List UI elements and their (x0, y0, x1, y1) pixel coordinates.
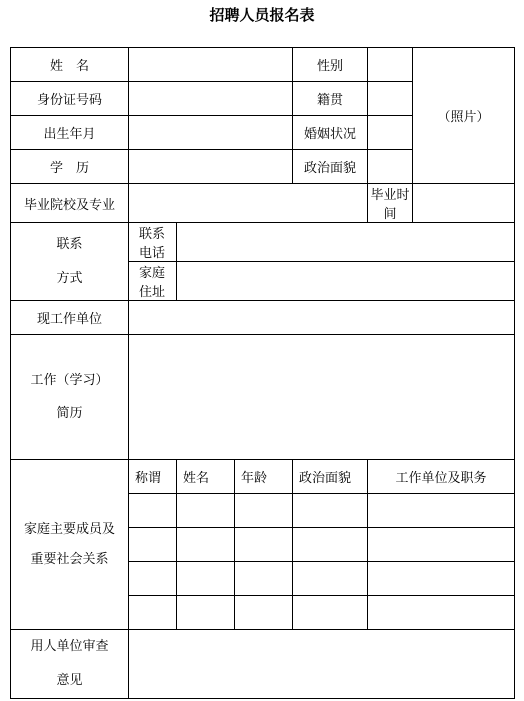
family-cell[interactable] (293, 562, 368, 596)
label-family-line2: 重要社会关系 (30, 551, 109, 567)
employer-field[interactable] (129, 301, 515, 335)
family-header-political: 政治面貌 (293, 460, 368, 494)
political-field[interactable] (368, 150, 413, 184)
label-family-line1: 家庭主要成员及 (23, 521, 115, 537)
label-contact (11, 223, 129, 301)
label-resume (11, 335, 129, 460)
family-cell[interactable] (177, 562, 235, 596)
label-resume-line2: 简历 (56, 406, 83, 421)
id-number-field[interactable] (129, 82, 293, 116)
label-name: 姓 名 (11, 48, 129, 82)
phone-field[interactable] (177, 223, 515, 262)
label-grad-time: 毕业时间 (368, 184, 413, 223)
family-cell[interactable] (235, 528, 293, 562)
label-resume-line1: 工作（学习） (30, 373, 109, 388)
birth-field[interactable] (129, 116, 293, 150)
name-field[interactable] (129, 48, 293, 82)
family-header-age: 年龄 (235, 460, 293, 494)
label-gender: 性别 (293, 48, 368, 82)
review-field[interactable] (129, 630, 515, 699)
family-cell[interactable] (129, 562, 177, 596)
label-contact-line1: 联系 (56, 236, 83, 252)
label-review-line2: 意见 (56, 673, 83, 688)
marital-field[interactable] (368, 116, 413, 150)
family-cell[interactable] (235, 562, 293, 596)
label-education: 学 历 (11, 150, 129, 184)
family-cell[interactable] (177, 494, 235, 528)
label-id-number: 身份证号码 (11, 82, 129, 116)
native-place-field[interactable] (368, 82, 413, 116)
education-field[interactable] (129, 150, 293, 184)
label-marital: 婚姻状况 (293, 116, 368, 150)
registration-form (10, 47, 515, 699)
family-header-name: 姓名 (177, 460, 235, 494)
label-birth: 出生年月 (11, 116, 129, 150)
family-cell[interactable] (368, 562, 515, 596)
label-review (11, 630, 129, 699)
label-contact-line2: 方式 (56, 270, 83, 286)
label-political: 政治面貌 (293, 150, 368, 184)
label-native-place: 籍贯 (293, 82, 368, 116)
label-school-major: 毕业院校及专业 (11, 184, 129, 223)
family-cell[interactable] (293, 528, 368, 562)
resume-field[interactable] (129, 335, 515, 460)
family-cell[interactable] (129, 528, 177, 562)
family-cell[interactable] (129, 596, 177, 630)
form-title: 招聘人员报名表 (209, 6, 315, 24)
family-cell[interactable] (368, 596, 515, 630)
family-cell[interactable] (235, 596, 293, 630)
grad-time-field[interactable] (413, 184, 515, 223)
school-major-field[interactable] (129, 184, 368, 223)
family-cell[interactable] (129, 494, 177, 528)
label-employer: 现工作单位 (11, 301, 129, 335)
family-cell[interactable] (177, 528, 235, 562)
gender-field[interactable] (368, 48, 413, 82)
label-family (11, 460, 129, 630)
family-cell[interactable] (293, 596, 368, 630)
family-cell[interactable] (235, 494, 293, 528)
family-cell[interactable] (368, 494, 515, 528)
family-cell[interactable] (368, 528, 515, 562)
family-cell[interactable] (177, 596, 235, 630)
label-review-line1: 用人单位审查 (30, 639, 109, 654)
label-address: 家庭住址 (129, 262, 177, 301)
label-phone: 联系电话 (129, 223, 177, 262)
family-header-title: 称谓 (129, 460, 177, 494)
address-field[interactable] (177, 262, 515, 301)
family-cell[interactable] (293, 494, 368, 528)
family-header-employer-position: 工作单位及职务 (368, 460, 515, 494)
photo-slot[interactable]: （照片） (413, 48, 515, 184)
